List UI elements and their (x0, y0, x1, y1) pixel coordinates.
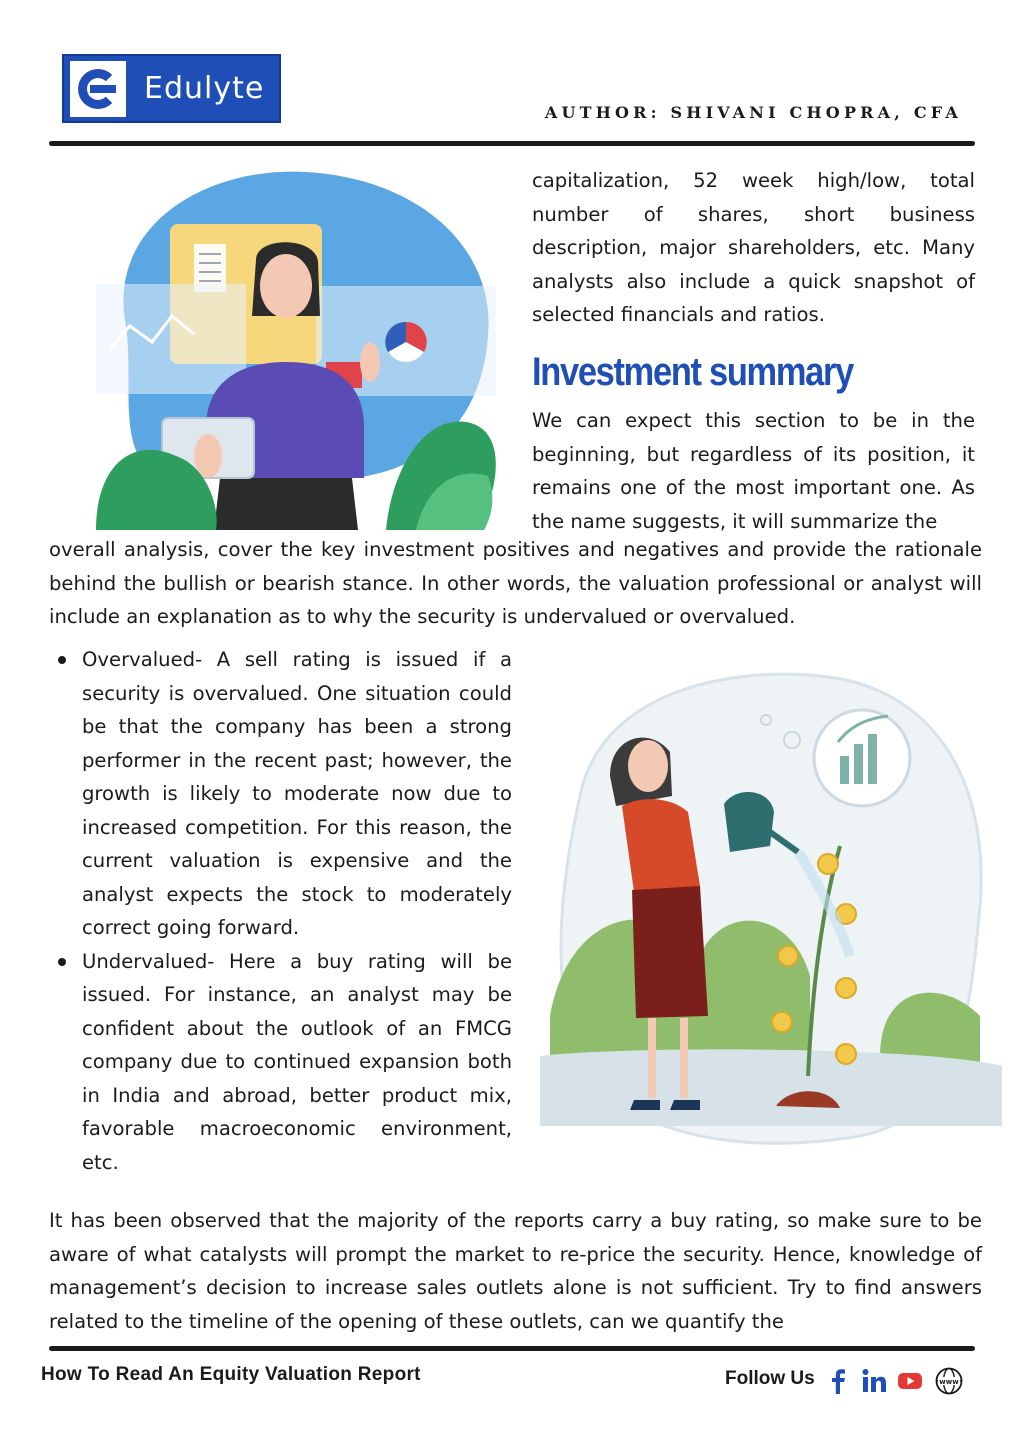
rating-bullet-list (50, 643, 512, 1179)
logo-mark-icon (70, 61, 126, 117)
list-item (50, 945, 512, 1180)
footer-divider (49, 1346, 975, 1351)
bullet-icon (58, 656, 66, 664)
intro-paragraph: capitalization, 52 week high/low, total number of shares, short business description, major shareholders, etc. Many analysts also include a quick snapshot of selected financials and ratios. (532, 169, 975, 326)
document-title: How To Read An Equity Valuation Report (41, 1364, 421, 1385)
facebook-icon[interactable] (823, 1366, 853, 1396)
summary-paragraph: We can expect this section to be in the beginning, but regardless of its position, it remains one of the most important one. As the name suggests, it will summarize the (532, 409, 975, 533)
website-icon[interactable] (934, 1366, 964, 1396)
author-line: AUTHOR: SHIVANI CHOPRA, CFA (544, 103, 962, 122)
closing-paragraph: It has been observed that the majority of the reports carry a buy rating, so make sure to be aware of what catalysts will prompt the market to re-price the security. Hence, knowledge of management’s decision to increase sales outlets alone is not sufficient. Try to find answers related to the timeline of the opening of these outlets, can we quantify the (49, 1209, 982, 1333)
bullet-text: Undervalued- Here a buy rating will be issued. For instance, an analyst may be confident about the outlook of an FMCG company due to continued expansion both in India and abroad, better product mix, favorable macroeconomic environment, etc. (82, 949, 512, 1174)
summary-paragraph-continued: overall analysis, cover the key investment positives and negatives and provide the rationale behind the bullish or bearish stance. In other words, the valuation professional or analyst will include an explanation as to why the security is undervalued or overvalued. (49, 538, 982, 628)
investment-growth-illustration (540, 656, 1002, 1156)
list-item (50, 643, 512, 945)
section-heading: Investment summary (532, 350, 853, 394)
svg-text:www: www (939, 1377, 959, 1386)
edulyte-logo[interactable] (62, 54, 281, 123)
linkedin-icon[interactable] (859, 1366, 889, 1396)
analyst-illustration (96, 166, 506, 530)
youtube-icon[interactable] (895, 1366, 925, 1396)
header-divider (49, 141, 975, 146)
bullet-text: Overvalued- A sell rating is issued if a security is overvalued. One situation could be that the company has been a strong performer in the recent past; however, the growth is likely to moderate now due to increased competition. For this reason, the current valuation is expensive and the analyst expects the stock to moderately correct going forward. (82, 648, 512, 939)
brand-name: Edulyte (144, 71, 265, 106)
bullet-icon (58, 958, 66, 966)
follow-us-label: Follow Us (725, 1368, 815, 1389)
